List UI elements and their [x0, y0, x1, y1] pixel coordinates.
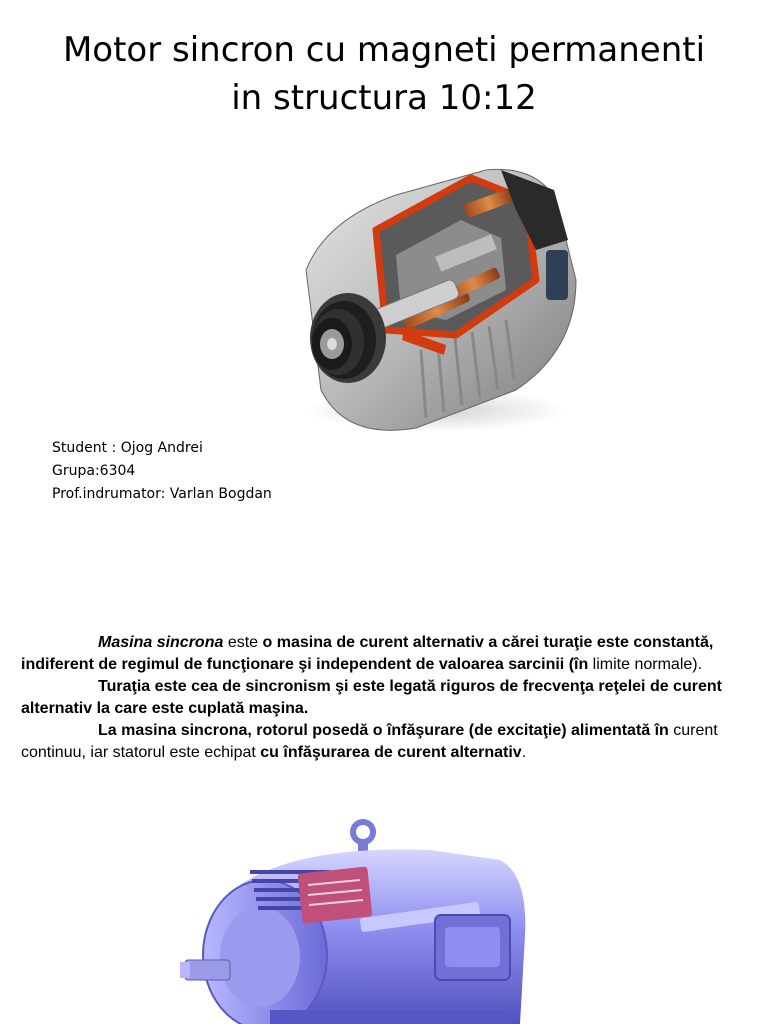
paragraph-2 [21, 676, 751, 720]
p1-text-c: limite normale). [588, 656, 703, 673]
p1-text-a: este [223, 634, 263, 651]
page-title [0, 26, 768, 122]
professor-name: Prof.indrumator: Varlan Bogdan [52, 486, 272, 502]
p3-text-c: cu înfăşurarea de curent alternativ [260, 744, 522, 761]
title-line-2: in structura 10:12 [231, 78, 537, 118]
title-line-1: Motor sincron cu magneti permanenti [62, 30, 706, 70]
student-group: Grupa:6304 [52, 463, 136, 479]
electric-motor-icon [180, 815, 540, 1024]
paragraph-3 [21, 720, 751, 764]
description-text [21, 632, 751, 764]
paragraph-1 [21, 632, 751, 676]
student-info [52, 437, 272, 506]
student-name: Student : Ojog Andrei [52, 440, 203, 456]
p2-text: Turaţia este cea de sincronism şi este legată riguros de frecvenţa reţelei de curent alternativ la care este cuplată maşina. [21, 678, 722, 717]
p3-text-a: La masina sincrona, rotorul posedă o înfăşurare (de excitaţie) alimentată în [98, 722, 669, 739]
alternator-cutaway-icon [286, 160, 586, 440]
p3-text-d: . [521, 744, 527, 761]
p3-text-b: curent continuu, iar statorul este echipat [21, 722, 718, 761]
term-masina-sincrona: Masina sincrona [98, 634, 224, 651]
p1-text-b: o masina de curent alternativ a cărei turaţie este constantă, indiferent de regimul de funcţionare şi independent de valoarea sarcinii (în [21, 634, 714, 673]
